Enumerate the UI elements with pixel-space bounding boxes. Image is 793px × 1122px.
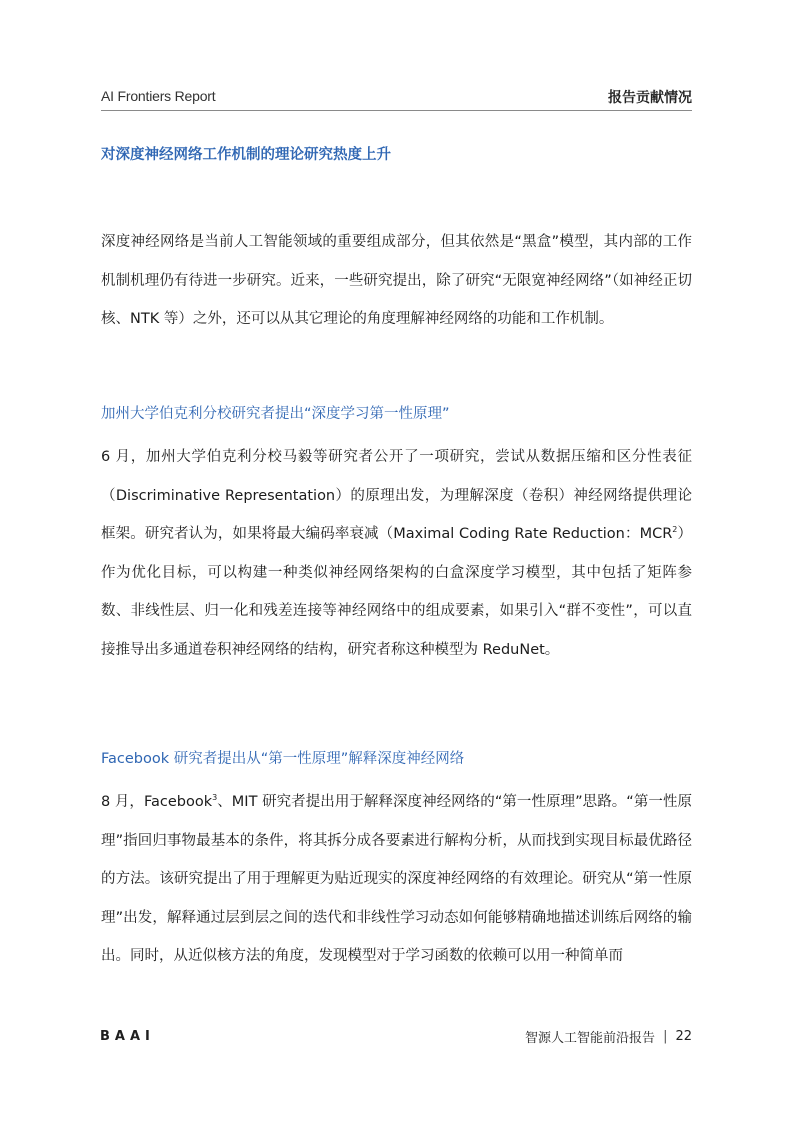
page-footer bbox=[525, 1027, 692, 1046]
footer-separator: | bbox=[663, 1029, 668, 1044]
section-title-theory: 对深度神经网络工作机制的理论研究热度上升 bbox=[101, 147, 391, 163]
baai-logo bbox=[100, 1030, 152, 1042]
header-divider bbox=[101, 110, 692, 111]
page-number: 22 bbox=[675, 1029, 692, 1044]
logo-letter: A bbox=[114, 1028, 127, 1044]
logo-letter: I bbox=[145, 1028, 152, 1044]
page-header bbox=[101, 86, 692, 110]
paragraph-text: 、MIT 研究者提出用于解释深度神经网络的“第一性原理”思路。“第一性原理”指回归事物最基本的条件，将其拆分成各要素进行解构分析，从而找到实现目标最优路径的方法。该研究提出了用于理解更为贴近现实的深度神经网络的有效理论。研究从“第一性原理”出发，解释通过层到层之间的迭代和非线性学习动态如何能够精确地描述训练后网络的输出。同时，从近似核方法的角度，发现模型对于学习函数的依赖可以用一种简单而 bbox=[101, 794, 692, 965]
header-report-title: AI Frontiers Report bbox=[101, 88, 216, 104]
section-title-facebook: Facebook 研究者提出从“第一性原理”解释深度神经网络 bbox=[101, 751, 465, 767]
footnote-marker: 2 bbox=[672, 525, 678, 535]
paragraph-text: 深度神经网络是当前人工智能领域的重要组成部分，但其依然是“黑盒”模型，其内部的工作机制机理仍有待进一步研究。近来，一些研究提出，除了研究“无限宽神经网络”（如神经正切核、NTK 等）之外，还可以从其它理论的角度理解神经网络的功能和工作机制。 bbox=[101, 234, 692, 328]
paragraph-text: 8 月，Facebook bbox=[101, 794, 213, 810]
logo-letter: B bbox=[100, 1028, 112, 1044]
header-section-name: 报告贡献情况 bbox=[608, 90, 692, 106]
footnote-marker: 3 bbox=[212, 793, 218, 803]
paragraph-berkeley bbox=[101, 438, 692, 670]
section-title-berkeley: 加州大学伯克利分校研究者提出“深度学习第一性原理” bbox=[101, 406, 450, 422]
paragraph-text: ）作为优化目标，可以构建一种类似神经网络架构的白盒深度学习模型，其中包括了矩阵参数、非线性层、归一化和残差连接等神经网络中的组成要素，如果引入“群不变性”，可以直接推导出多通道卷积神经网络的结构，研究者称这种模型为 ReduNet。 bbox=[101, 526, 693, 658]
paragraph-text: 6 月，加州大学伯克利分校马毅等研究者公开了一项研究，尝试从数据压缩和区分性表征（Discriminative Representation）的原理出发，为理解深度（卷积）神经网络提供理论框架。研究者认为，如果将最大编码率衰减（Maximal Coding Rate Reduction：MCR bbox=[101, 449, 692, 543]
paragraph-facebook bbox=[101, 783, 692, 976]
paragraph-theory bbox=[101, 223, 692, 339]
logo-letter: A bbox=[129, 1028, 143, 1044]
footer-report-name: 智源人工智能前沿报告 bbox=[525, 1031, 656, 1046]
